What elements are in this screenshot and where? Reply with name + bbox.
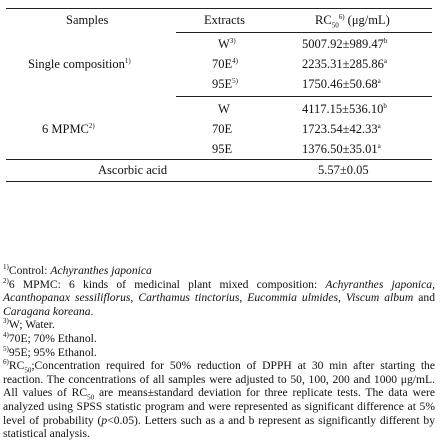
value-w-mpmc: 4117.15±536.10$^b$ xyxy=(302,101,387,116)
footnote-5: $^{5)}$95E; 95% Ethanol. xyxy=(3,344,97,359)
group-rule xyxy=(176,96,432,97)
footnote-3: $^{3)}$W; Water. xyxy=(3,317,55,332)
table-top-rule xyxy=(6,8,432,9)
ascorbic-acid-value: 5.57±0.05 xyxy=(318,163,369,177)
value-95e-single: 1750.46±50.68$^a$ xyxy=(302,76,381,91)
extract-95e-mpmc: 95E xyxy=(212,142,233,156)
table-footnotes xyxy=(3,264,435,441)
value-70e-single: 2235.31±285.86$^a$ xyxy=(302,56,387,71)
value-70e-mpmc: 1723.54±42.33$^a$ xyxy=(302,121,381,136)
value-95e-mpmc: 1376.50±35.01$^a$ xyxy=(302,141,381,156)
extract-w-single: $W^{3)}$ xyxy=(218,36,236,51)
extract-95e-single: $95E^{5)}$ xyxy=(212,76,238,91)
ascorbic-acid-label: Ascorbic acid xyxy=(98,163,168,177)
extract-w-mpmc: W xyxy=(218,102,230,116)
value-w-single: 5007.92±989.47$^b$ xyxy=(302,36,388,51)
footnote-1: $^{1)}$Control: Achyranthes japonica xyxy=(3,263,152,277)
header-rc50: $RC_{50}^{6)}$ (μg/mL) xyxy=(315,12,390,30)
footnote-2: $^{2)}$6 MPMC: 6 kinds of medicinal plant mixed composition: Achyranthes japonica, Acanthopanax sessiliflorus, Carthamus tinctorius, Eucommia ulmides, Viscum album and Caragana koreana. xyxy=(3,276,435,318)
footnote-4: $^{4)}$70E; 70% Ethanol. xyxy=(3,331,97,345)
sample-6-mpmc: 6 MPMC$^{2)}$ xyxy=(42,121,95,136)
extract-70e-mpmc: 70E xyxy=(212,122,233,136)
ascorbic-rule xyxy=(6,159,432,160)
table-bottom-rule xyxy=(6,181,432,182)
footnote-6: $^{6)}RC_{50};Concentration$ required for 50% reduction of DPPH at 30 min after starting the reaction. The concentrations of all samples were adjusted to 50, 100, 200 and 1000 μg/mL. All values of $RC_{50}$ are means±standard deviation for three replicate tests. The data were analyzed using SPSS statistic program and were represented as significant difference at 5% level of probability (p<0.05). Letters such as a and b represent as significantly different by statistical analysis. xyxy=(3,358,435,441)
header-rule xyxy=(176,32,432,33)
header-samples: Samples xyxy=(66,13,109,27)
extract-70e-single: $70E^{4)}$ xyxy=(212,56,238,71)
sample-single-composition: Single composition$^{1)}$ xyxy=(28,56,131,71)
header-extracts: Extracts xyxy=(204,13,245,27)
